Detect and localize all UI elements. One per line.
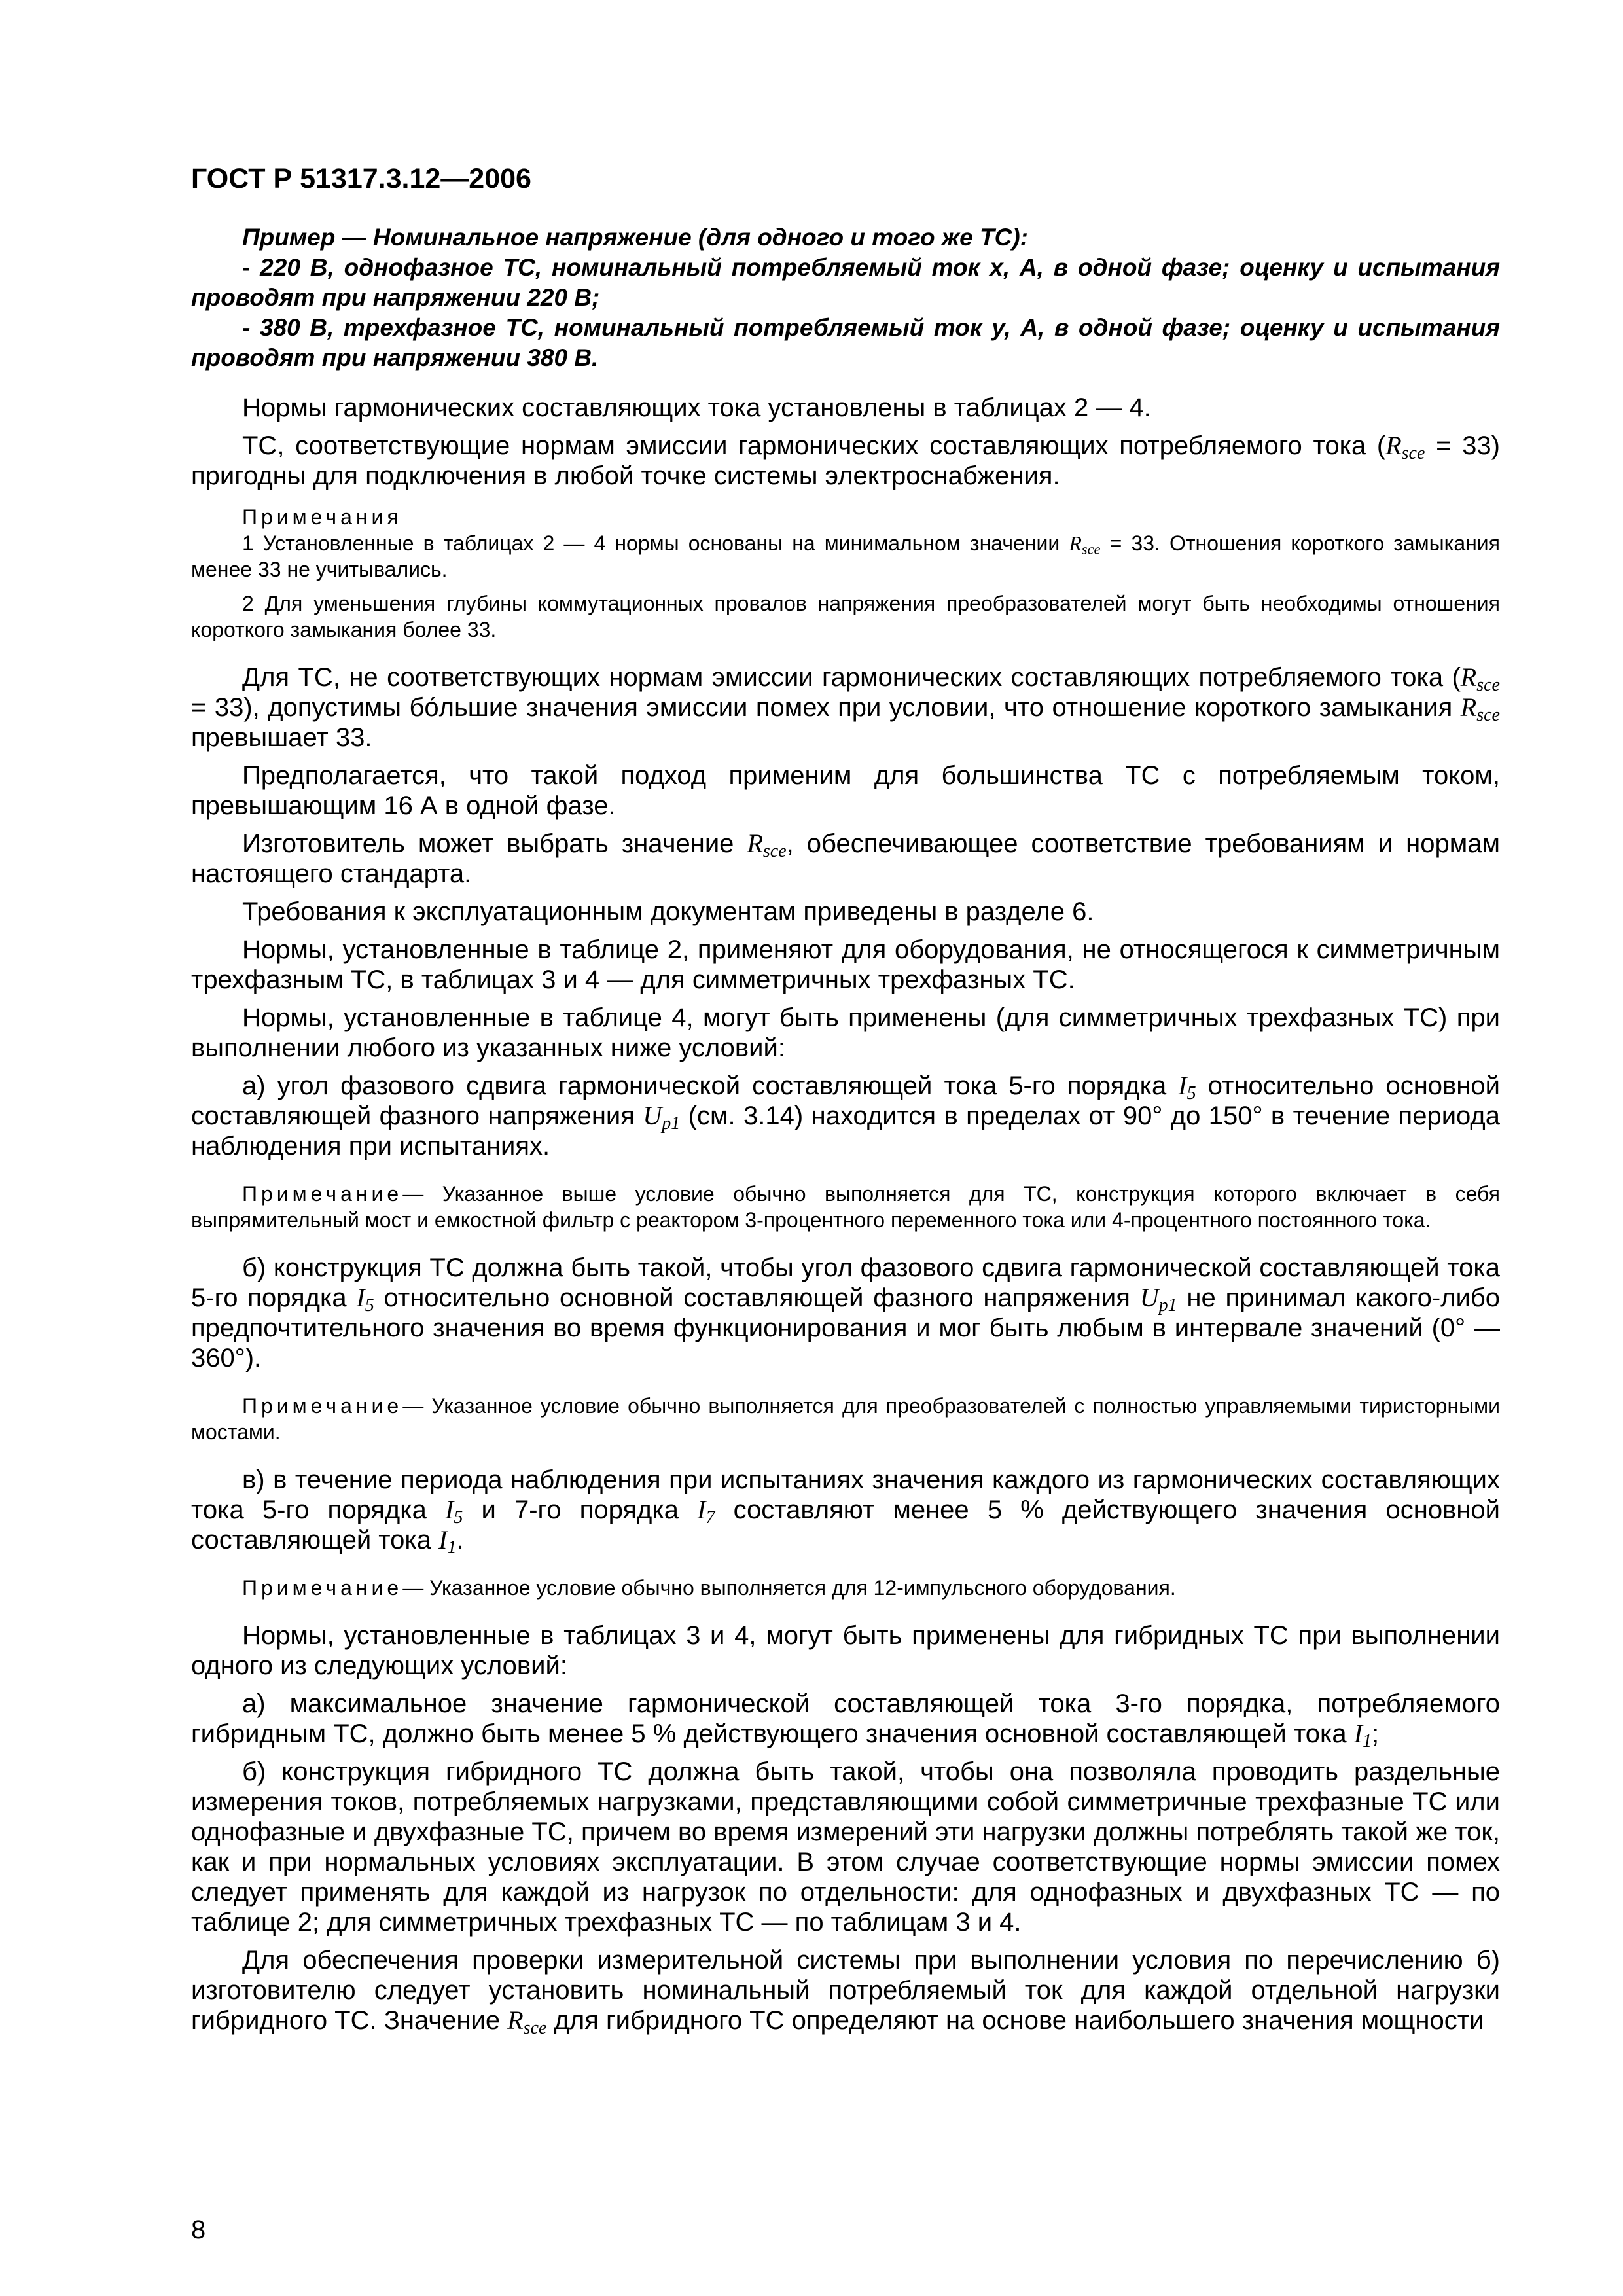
document-code-header: ГОСТ Р 51317.3.12—2006 [191, 163, 531, 194]
symbol-i1: $I_1$ [438, 1525, 457, 1558]
hybrid-condition-b: б) конструкция гибридного ТС должна быть такой, чтобы она позволяла проводить раздельные измерения токов, потребляемых нагрузками, представляющими собой симметричные трехфазные ТС или однофазные и двухфазные ТС, причем во время измерений эти нагрузки должны потреблять такой же ток, как и при нормальных условиях эксплуатации. В этом случае соответствующие нормы эмиссии помех следует применять для каждой из нагрузок по отдельности: для однофазных и двухфазных ТС — по таблице 2; для симметричных трехфазных ТС — по таблицам 3 и 4. [191, 1757, 1500, 1937]
symbol-i5: $I_5$ [445, 1495, 463, 1528]
hybrid-condition-a: а) максимальное значение гармонической составляющей тока 3-го порядка, потребляемого гибридным ТС, должно быть менее 5 % действующего значения основной составляющей тока $I_1$; [191, 1689, 1500, 1751]
document-page [191, 0, 1500, 2296]
note-2: 2 Для уменьшения глубины коммутационных провалов напряжения преобразователей могут быть необходимы отношения короткого замыкания более 33. [191, 592, 1500, 641]
condition-c: в) в течение периода наблюдения при испытаниях значения каждого из гармонических составляющих тока 5-го порядка $I_5$ и 7-го порядка $I_7$ составляют менее 5 % действующего значения основной составляющей тока $I_1$. [191, 1465, 1500, 1558]
symbol-rsce: $R_{sce}$ [1069, 531, 1101, 558]
symbol-i5: $I_5$ [356, 1283, 374, 1316]
symbol-i5: $I_5$ [1178, 1071, 1196, 1103]
note-condition-a: Примечание— Указанное выше условие обычно выполняется для ТС, конструкция которого включает в себя выпрямительный мост и емкостной фильтр с реактором 3-процентного переменного тока или 4-процентного постоянного тока. [191, 1182, 1500, 1232]
page-content [191, 223, 1500, 2036]
paragraph-non-compliant: Для ТС, не соответствующих нормам эмиссии гармонических составляющих потребляемого тока $(R_{sce} = 33)$, допустимы бо́льшие значения эмиссии помех при условии, что отношение короткого замыкания $R_{sce}$ превышает 33. [191, 662, 1500, 752]
example-item-380v: - 380 В, трехфазное ТС, номинальный потребляемый ток y, А, в одной фазе; оценку и испытания проводят при напряжении 380 В. [191, 314, 1500, 371]
symbol-i7: $I_7$ [697, 1495, 715, 1528]
note-condition-b: Примечание— Указанное условие обычно выполняется для преобразователей с полностью управляемыми тиристорными мостами. [191, 1394, 1500, 1444]
paragraph-rsce-33: ТС, соответствующие нормам эмиссии гармонических составляющих потребляемого тока $(R_{sce} = 33)$ пригодны для подключения в любой точке системы электроснабжения. [191, 431, 1500, 490]
paragraph-table4: Нормы, установленные в таблице 4, могут быть применены (для симметричных трехфазных ТС) при выполнении любого из указанных ниже условий: [191, 1003, 1500, 1062]
example-title: Пример — Номинальное напряжение (для одного и того же ТС): [242, 224, 1029, 251]
symbol-rsce: $R_{sce}$ [747, 829, 787, 861]
symbol-rsce: $R_{sce}$ [1460, 692, 1500, 725]
note-1: 1 Установленные в таблицах 2 — 4 нормы основаны на минимальном значении $R_{sce} = 33$. Отношения короткого замыкания менее 33 не учитывались. [191, 531, 1501, 581]
notes-title: Примечания [242, 505, 402, 529]
symbol-rsce: $R_{sce}$ [1385, 431, 1425, 463]
paragraph-norms-tables: Нормы гармонических составляющих тока установлены в таблицах 2 — 4. [242, 393, 1151, 422]
symbol-i1: $I_1$ [1353, 1719, 1372, 1751]
condition-a: а) угол фазового сдвига гармонической составляющей тока 5-го порядка $I_5$ относительно основной составляющей фазного напряжения $U_{p1}$ (см. 3.14) находится в пределах от 90° до 150° в течение периода наблюдения при испытаниях. [191, 1071, 1500, 1160]
page-number: 8 [191, 2215, 206, 2244]
paragraph-docs: Требования к эксплуатационным документам приведены в разделе 6. [242, 897, 1094, 926]
symbol-rsce: $R_{sce}$ [507, 2005, 547, 2038]
paragraph-table2: Нормы, установленные в таблице 2, применяют для оборудования, не относящегося к симметричным трехфазным ТС, в таблицах 3 и 4 — для симметричных трехфазных ТС. [191, 935, 1500, 994]
note-condition-c: Примечание— Указанное условие обычно выполняется для 12-импульсного оборудования. [242, 1576, 1176, 1600]
example-item-220v: - 220 В, однофазное ТС, номинальный потребляемый ток x, А, в одной фазе; оценку и испытания проводят при напряжении 220 В; [191, 254, 1500, 311]
symbol-up1: $U_{p1}$ [643, 1101, 681, 1134]
symbol-rsce: $R_{sce}$ [1460, 662, 1500, 695]
paragraph-hybrid: Нормы, установленные в таблицах 3 и 4, могут быть применены для гибридных ТС при выполнении одного из следующих условий: [191, 1621, 1500, 1680]
symbol-up1: $U_{p1}$ [1139, 1283, 1177, 1316]
paragraph-manufacturer-choice: Изготовитель может выбрать значение $R_{sce}$, обеспечивающее соответствие требованиям и нормам настоящего стандарта. [191, 829, 1500, 888]
paragraph-verification: Для обеспечения проверки измерительной системы при выполнении условия по перечислению б) изготовителю следует установить номинальный потребляемый ток для каждой отдельной нагрузки гибридного ТС. Значение $R_{sce}$ для гибридного ТС определяют на основе наибольшего значения мощности [191, 1946, 1500, 2038]
condition-b: б) конструкция ТС должна быть такой, чтобы угол фазового сдвига гармонической составляющей тока 5-го порядка $I_5$ относительно основной составляющей фазного напряжения $U_{p1}$ не принимал какого-либо предпочтительного значения во время функционирования и мог быть любым в интервале значений (0° — 360°). [191, 1253, 1500, 1372]
paragraph-assumption: Предполагается, что такой подход применим для большинства ТС с потребляемым током, превышающим 16 А в одной фазе. [191, 761, 1500, 820]
